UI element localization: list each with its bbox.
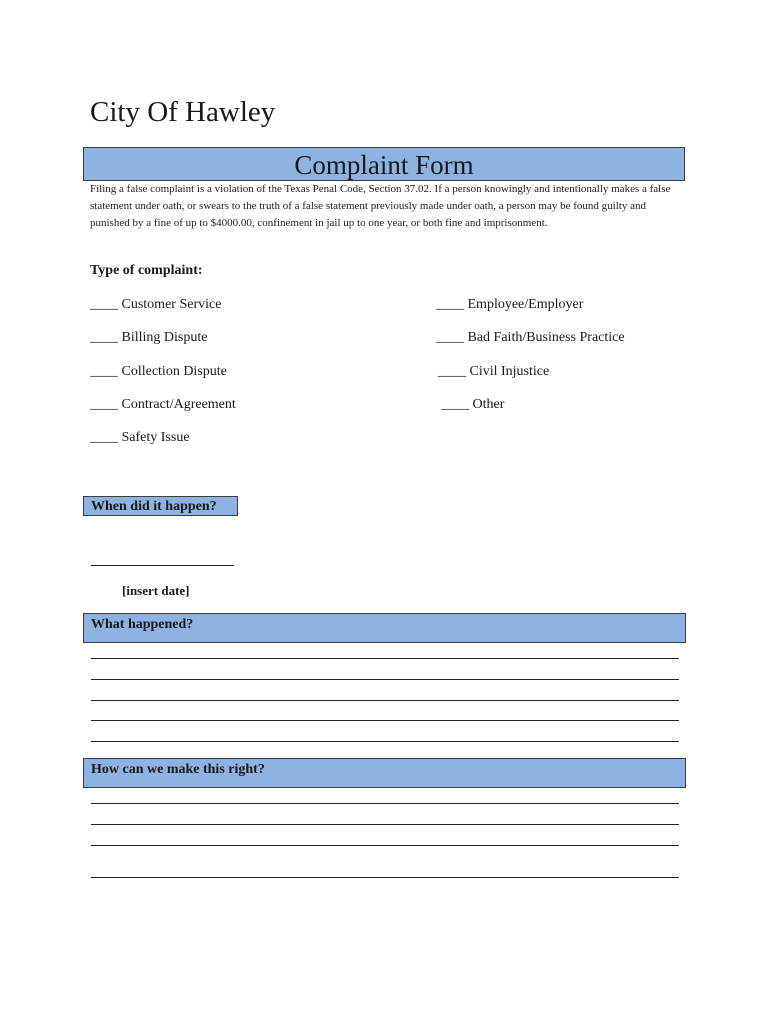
option-civil-injustice[interactable] bbox=[438, 363, 549, 381]
what-heading: What happened? bbox=[91, 617, 194, 632]
complaint-type-heading: Type of complaint: bbox=[90, 263, 203, 278]
date-entry-line[interactable] bbox=[91, 565, 234, 566]
option-label: Contract/Agreement bbox=[121, 397, 236, 412]
option-customer-service[interactable] bbox=[90, 296, 221, 314]
option-billing-dispute[interactable] bbox=[90, 329, 207, 347]
option-label: Other bbox=[472, 397, 505, 412]
option-label: Safety Issue bbox=[121, 430, 190, 445]
remedy-line[interactable] bbox=[91, 877, 679, 878]
remedy-line[interactable] bbox=[91, 803, 679, 804]
option-employee-employer[interactable] bbox=[436, 296, 583, 314]
what-happened-line[interactable] bbox=[91, 700, 679, 701]
option-blank: ____ bbox=[90, 430, 118, 445]
option-label: Bad Faith/Business Practice bbox=[467, 330, 625, 345]
remedy-section-header bbox=[83, 758, 686, 788]
option-blank: ____ bbox=[436, 297, 464, 312]
remedy-line[interactable] bbox=[91, 824, 679, 825]
form-title-bar bbox=[83, 147, 685, 181]
option-safety-issue[interactable] bbox=[90, 429, 190, 447]
when-heading: When did it happen? bbox=[91, 499, 217, 514]
form-title: Complaint Form bbox=[294, 150, 474, 180]
what-happened-line[interactable] bbox=[91, 741, 679, 742]
option-blank: ____ bbox=[90, 330, 118, 345]
date-placeholder: [insert date] bbox=[122, 583, 190, 598]
option-blank: ____ bbox=[90, 397, 118, 412]
remedy-heading: How can we make this right? bbox=[91, 762, 265, 777]
option-label: Employee/Employer bbox=[467, 297, 584, 312]
when-section-header bbox=[83, 496, 238, 516]
option-other[interactable] bbox=[441, 396, 504, 414]
option-contract-agreement[interactable] bbox=[90, 396, 236, 414]
what-section-header bbox=[83, 613, 686, 643]
option-label: Customer Service bbox=[121, 297, 222, 312]
option-label: Civil Injustice bbox=[469, 364, 550, 379]
option-blank: ____ bbox=[90, 364, 118, 379]
remedy-line[interactable] bbox=[91, 845, 679, 846]
what-happened-line[interactable] bbox=[91, 658, 679, 659]
what-happened-line[interactable] bbox=[91, 679, 679, 680]
option-collection-dispute[interactable] bbox=[90, 363, 227, 381]
false-complaint-warning: Filing a false complaint is a violation of the Texas Penal Code, Section 37.02. If a person knowingly and intentionally makes a false statement under oath, or swears to the truth of a false statement previously made under oath, a person may be found guilty and punished by a fine of up to $4000.00, confinement in jail up to one year, or both fine and imprisonment. bbox=[90, 183, 671, 229]
city-title: City Of Hawley bbox=[90, 96, 276, 128]
option-blank: ____ bbox=[90, 297, 118, 312]
option-blank: ____ bbox=[438, 364, 466, 379]
option-bad-faith-business-practice[interactable] bbox=[436, 329, 625, 347]
option-label: Billing Dispute bbox=[121, 330, 208, 345]
option-blank: ____ bbox=[436, 330, 464, 345]
option-blank: ____ bbox=[441, 397, 469, 412]
option-label: Collection Dispute bbox=[121, 364, 227, 379]
what-happened-line[interactable] bbox=[91, 720, 679, 721]
